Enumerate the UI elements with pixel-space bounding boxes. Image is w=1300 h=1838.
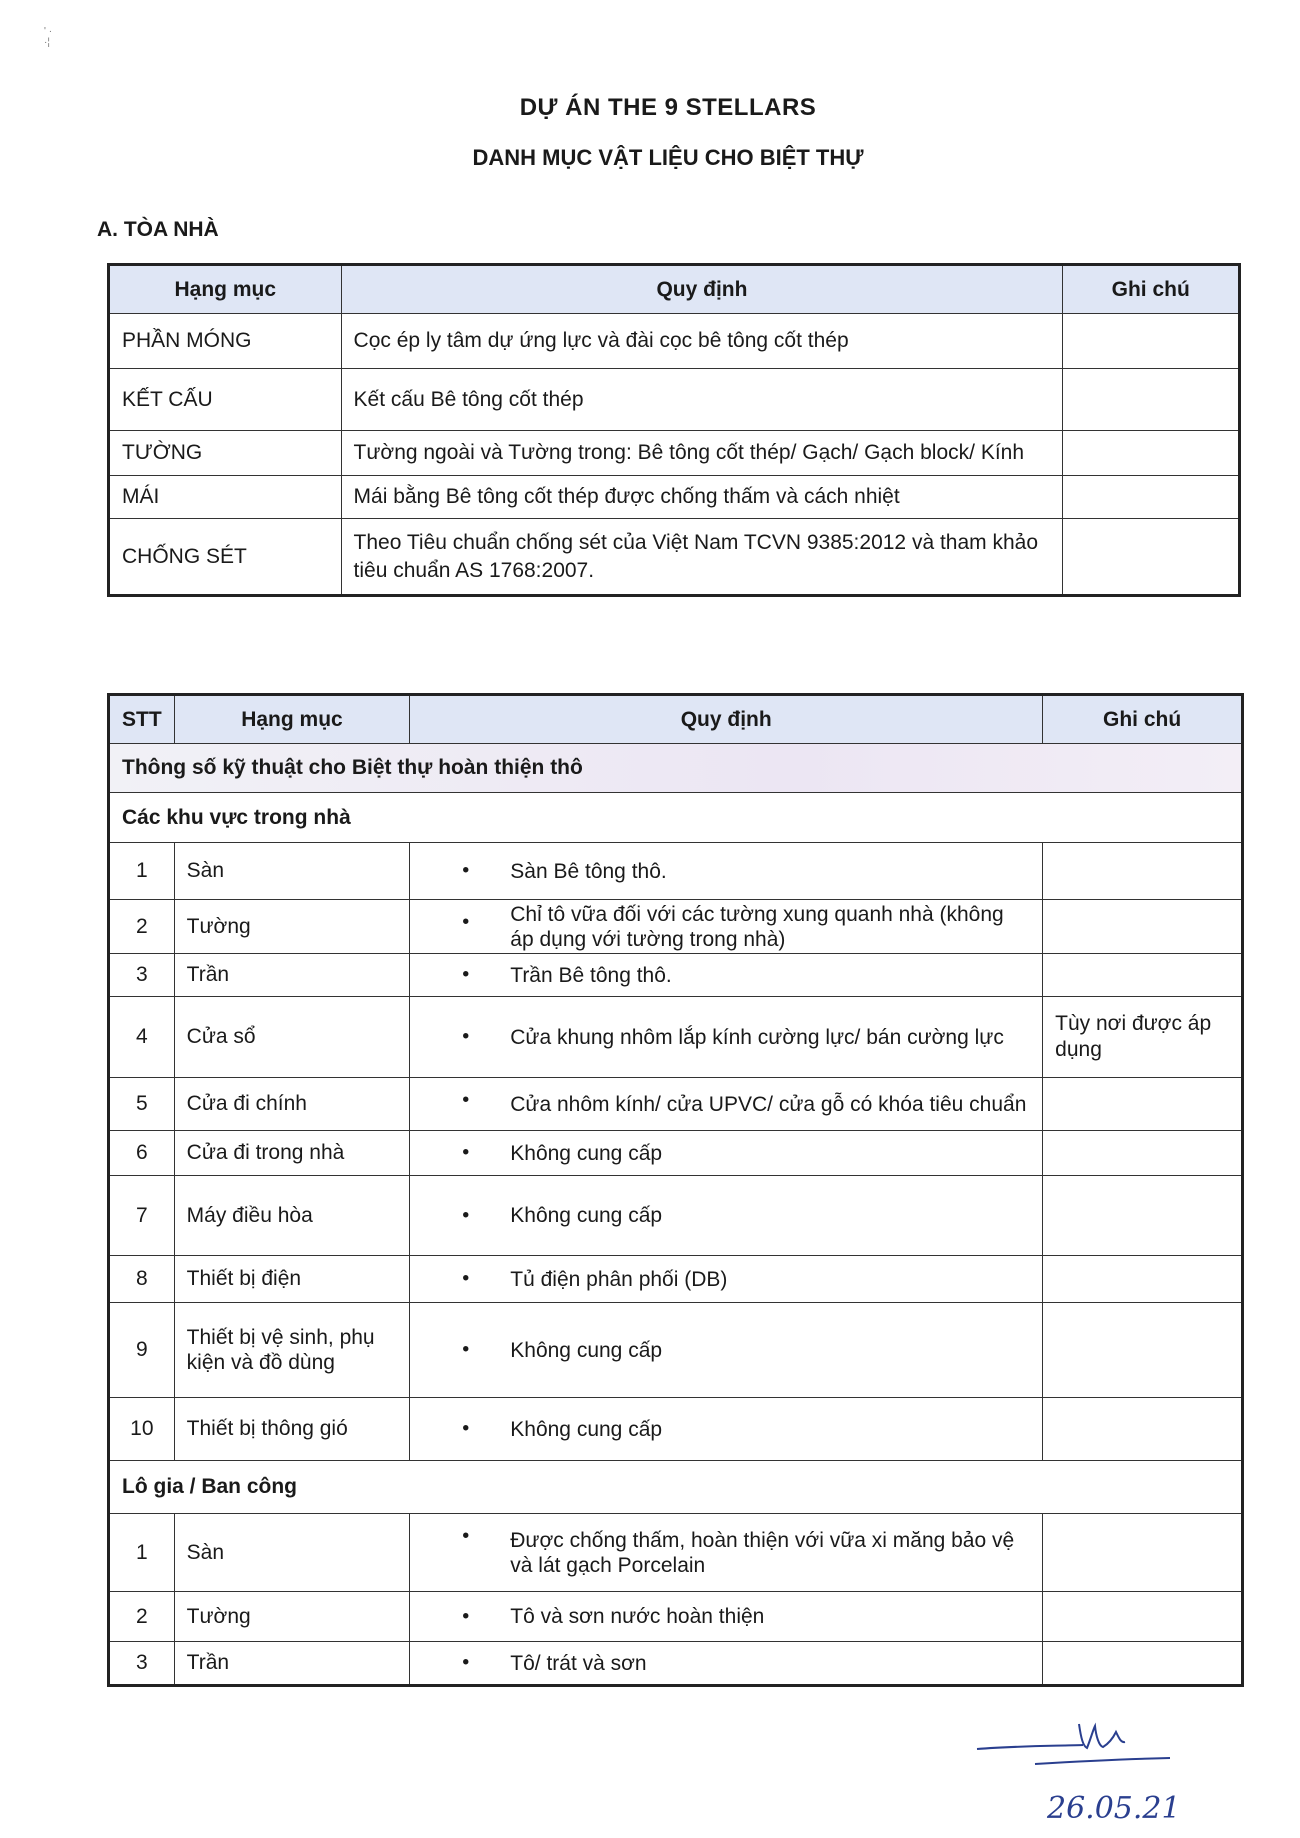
row-spec: • Tô và sơn nước hoàn thiện [410, 1592, 1043, 1642]
table-row [109, 900, 1243, 954]
table-row [109, 843, 1243, 900]
row-spec: • Sàn Bê tông thô. [410, 843, 1043, 900]
row-item: Thiết bị điện [174, 1256, 410, 1303]
row-note [1043, 1398, 1243, 1461]
row-note [1063, 431, 1240, 476]
row-note [1043, 1642, 1243, 1686]
row-stt: 3 [109, 1642, 175, 1686]
scan-marks: ' · ·¦ [44, 26, 53, 48]
row-item: Trần [174, 1642, 410, 1686]
row-item: Cửa sổ [174, 997, 410, 1078]
row-note [1043, 900, 1243, 954]
row-note [1043, 1514, 1243, 1592]
row-note [1043, 1078, 1243, 1131]
table-row [109, 1256, 1243, 1303]
row-item: Trần [174, 954, 410, 997]
table-row [109, 369, 1240, 431]
row-spec: Tường ngoài và Tường trong: Bê tông cốt thép/ Gạch/ Gạch block/ Kính [341, 431, 1063, 476]
row-spec: Kết cấu Bê tông cốt thép [341, 369, 1063, 431]
row-item: Máy điều hòa [174, 1176, 410, 1256]
row-stt: 5 [109, 1078, 175, 1131]
row-item: TƯỜNG [109, 431, 342, 476]
row-spec: • Không cung cấp [410, 1398, 1043, 1461]
row-spec: • Không cung cấp [410, 1303, 1043, 1398]
table-row [109, 1514, 1243, 1592]
row-stt: 6 [109, 1131, 175, 1176]
table-row [109, 1176, 1243, 1256]
project-title: DỰ ÁN THE 9 STELLARS [519, 94, 817, 121]
col-header-item: Hạng mục [109, 265, 342, 314]
row-spec: • Không cung cấp [410, 1176, 1043, 1256]
table-row [109, 519, 1240, 596]
group-title-indoor: Các khu vực trong nhà [109, 793, 1243, 843]
table-row [109, 476, 1240, 519]
row-note [1043, 1131, 1243, 1176]
row-spec: • Cửa khung nhôm lắp kính cường lực/ bán cường lực [410, 997, 1043, 1078]
row-spec: • Không cung cấp [410, 1131, 1043, 1176]
row-note [1043, 1303, 1243, 1398]
table-row [109, 1131, 1243, 1176]
row-spec: • Trần Bê tông thô. [410, 954, 1043, 997]
table-row [109, 1398, 1243, 1461]
row-item: Thiết bị thông gió [174, 1398, 410, 1461]
row-note [1043, 954, 1243, 997]
table-row [109, 1303, 1243, 1398]
row-item: Cửa đi trong nhà [174, 1131, 410, 1176]
row-spec: Cọc ép ly tâm dự ứng lực và đài cọc bê tông cốt thép [341, 314, 1063, 369]
col-header-item: Hạng mục [174, 695, 410, 744]
document-title: DANH MỤC VẬT LIỆU CHO BIỆT THỰ [472, 145, 864, 170]
col-header-stt: STT [109, 695, 175, 744]
building-table [107, 263, 1241, 597]
col-header-note: Ghi chú [1063, 265, 1240, 314]
section-a-heading: A. TÒA NHÀ [97, 218, 219, 241]
table-row [109, 431, 1240, 476]
table-row [109, 954, 1243, 997]
row-stt: 2 [109, 1592, 175, 1642]
row-note [1063, 519, 1240, 596]
row-stt: 1 [109, 1514, 175, 1592]
row-spec: Mái bằng Bê tông cốt thép được chống thấm và cách nhiệt [341, 476, 1063, 519]
signature-date: 26.05.21 [1047, 1791, 1181, 1826]
row-note [1063, 476, 1240, 519]
row-item: Cửa đi chính [174, 1078, 410, 1131]
col-header-note: Ghi chú [1043, 695, 1243, 744]
table-row [109, 1592, 1243, 1642]
row-note [1043, 843, 1243, 900]
signature [975, 1718, 1185, 1828]
row-spec: • Được chống thấm, hoàn thiện với vữa xi măng bảo vệ và lát gạch Porcelain [410, 1514, 1043, 1592]
row-stt: 8 [109, 1256, 175, 1303]
row-note [1063, 314, 1240, 369]
col-header-spec: Quy định [341, 265, 1063, 314]
row-item: PHẦN MÓNG [109, 314, 342, 369]
row-spec: • Tô/ trát và sơn [410, 1642, 1043, 1686]
row-stt: 2 [109, 900, 175, 954]
row-item: Thiết bị vệ sinh, phụ kiện và đồ dùng [174, 1303, 410, 1398]
col-header-spec: Quy định [410, 695, 1043, 744]
row-stt: 9 [109, 1303, 175, 1398]
row-stt: 10 [109, 1398, 175, 1461]
row-spec: • Chỉ tô vữa đối với các tường xung quanh nhà (không áp dụng với tường trong nhà) [410, 900, 1043, 954]
row-item: Sàn [174, 843, 410, 900]
row-stt: 3 [109, 954, 175, 997]
villa-spec-table [107, 693, 1244, 1687]
row-note [1043, 1592, 1243, 1642]
table-row [109, 1078, 1243, 1131]
row-note [1063, 369, 1240, 431]
row-item: KẾT CẤU [109, 369, 342, 431]
row-stt: 1 [109, 843, 175, 900]
row-item: Sàn [174, 1514, 410, 1592]
group-title-loggia: Lô gia / Ban công [109, 1461, 1243, 1514]
row-item: Tường [174, 1592, 410, 1642]
row-spec: Theo Tiêu chuẩn chống sét của Việt Nam TCVN 9385:2012 và tham khảo tiêu chuẩn AS 1768:2007. [341, 519, 1063, 596]
table-row [109, 1642, 1243, 1686]
row-note: Tùy nơi được áp dụng [1043, 997, 1243, 1078]
row-item: MÁI [109, 476, 342, 519]
row-spec: • Tủ điện phân phối (DB) [410, 1256, 1043, 1303]
table-row [109, 314, 1240, 369]
band-title: Thông số kỹ thuật cho Biệt thự hoàn thiện thô [109, 744, 1243, 793]
row-stt: 7 [109, 1176, 175, 1256]
row-note [1043, 1256, 1243, 1303]
row-note [1043, 1176, 1243, 1256]
table-row [109, 997, 1243, 1078]
row-item: CHỐNG SÉT [109, 519, 342, 596]
row-spec: • Cửa nhôm kính/ cửa UPVC/ cửa gỗ có khóa tiêu chuẩn [410, 1078, 1043, 1131]
row-item: Tường [174, 900, 410, 954]
row-stt: 4 [109, 997, 175, 1078]
